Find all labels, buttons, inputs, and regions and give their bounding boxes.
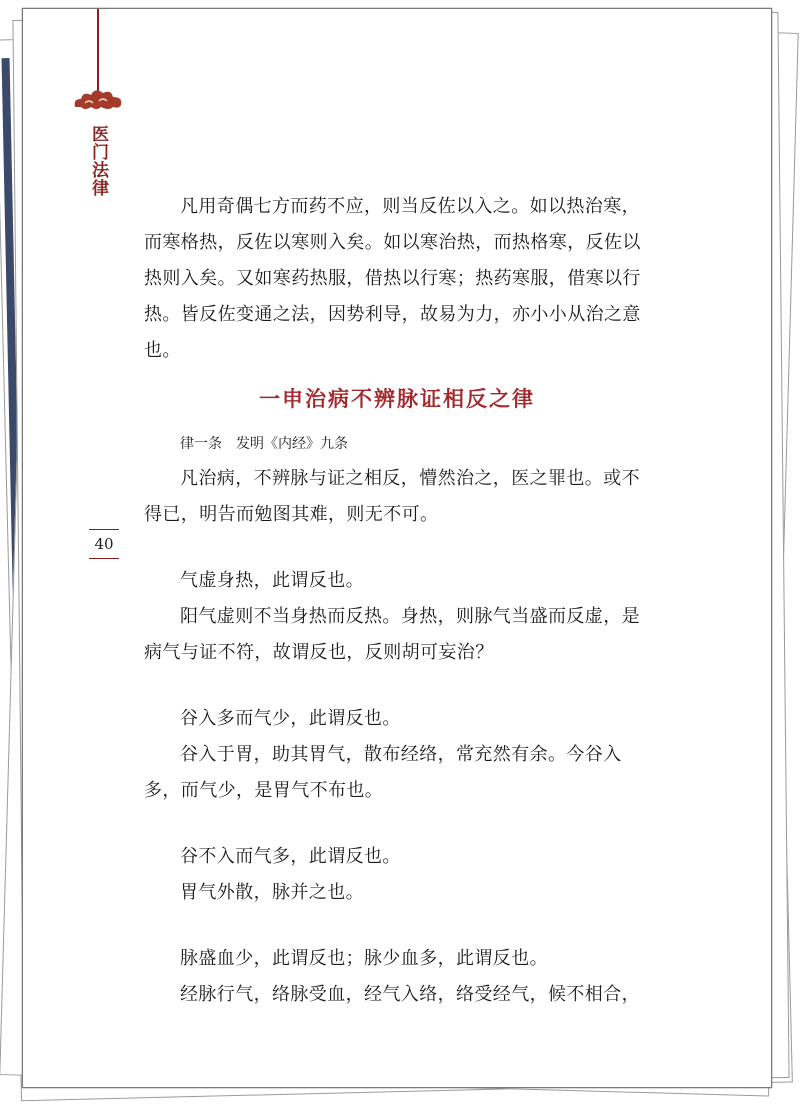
entry-heading: 气虚身热，此谓反也。	[180, 570, 364, 591]
book-page	[22, 8, 772, 1088]
page-number-rule-bottom	[89, 558, 119, 559]
entry-note: 阳气虚则不当身热而反热。身热，则脉气当盛而反虚，是病气与证不符，故谓反也，反则胡可妄治？	[144, 606, 640, 663]
entry-heading: 谷入多而气少，此谓反也。	[180, 708, 401, 729]
cloud-ornament-icon	[71, 87, 125, 113]
page-content	[144, 189, 650, 1013]
spacer	[144, 671, 650, 701]
entry-note: 胃气外散，脉并之也。	[180, 882, 364, 903]
rule-label: 律一条	[180, 436, 222, 452]
entry-heading: 脉盛血少，此谓反也；脉少血多，此谓反也。	[180, 948, 548, 969]
entry-heading: 谷不入而气多，此谓反也。	[180, 846, 401, 867]
rule-label-line	[144, 429, 650, 459]
spacer	[144, 809, 650, 839]
side-title: 医门法律	[88, 125, 108, 197]
spacer	[144, 911, 650, 941]
rule-subtitle: 发明《内经》九条	[236, 436, 348, 452]
page-number-block	[83, 529, 125, 559]
hanging-line	[97, 9, 99, 97]
intro-paragraph: 凡用奇偶七方而药不应，则当反佐以入之。如以热治寒，而寒格热，反佐以寒则入矣。如以寒治热，而热格寒，反佐以热则入矣。又如寒药热服，借热以行寒；热药寒服，借寒以行热。皆反佐变通之法，因势利导，故易为力，亦小小从治之意也。	[144, 196, 641, 361]
section-title: 一申治病不辨脉证相反之律	[259, 387, 535, 411]
spacer	[144, 533, 650, 563]
entry-note: 谷入于胃，助其胃气，散布经络，常充然有余。今谷入多，而气少，是胃气不布也。	[144, 744, 622, 801]
rule-text: 凡治病，不辨脉与证之相反，懵然治之，医之罪也。或不得已，明告而勉图其难，则无不可。	[144, 468, 640, 525]
entry-note: 经脉行气，络脉受血，经气入络，络受经气，候不相合，	[180, 984, 640, 1005]
page-number: 40	[94, 535, 114, 553]
